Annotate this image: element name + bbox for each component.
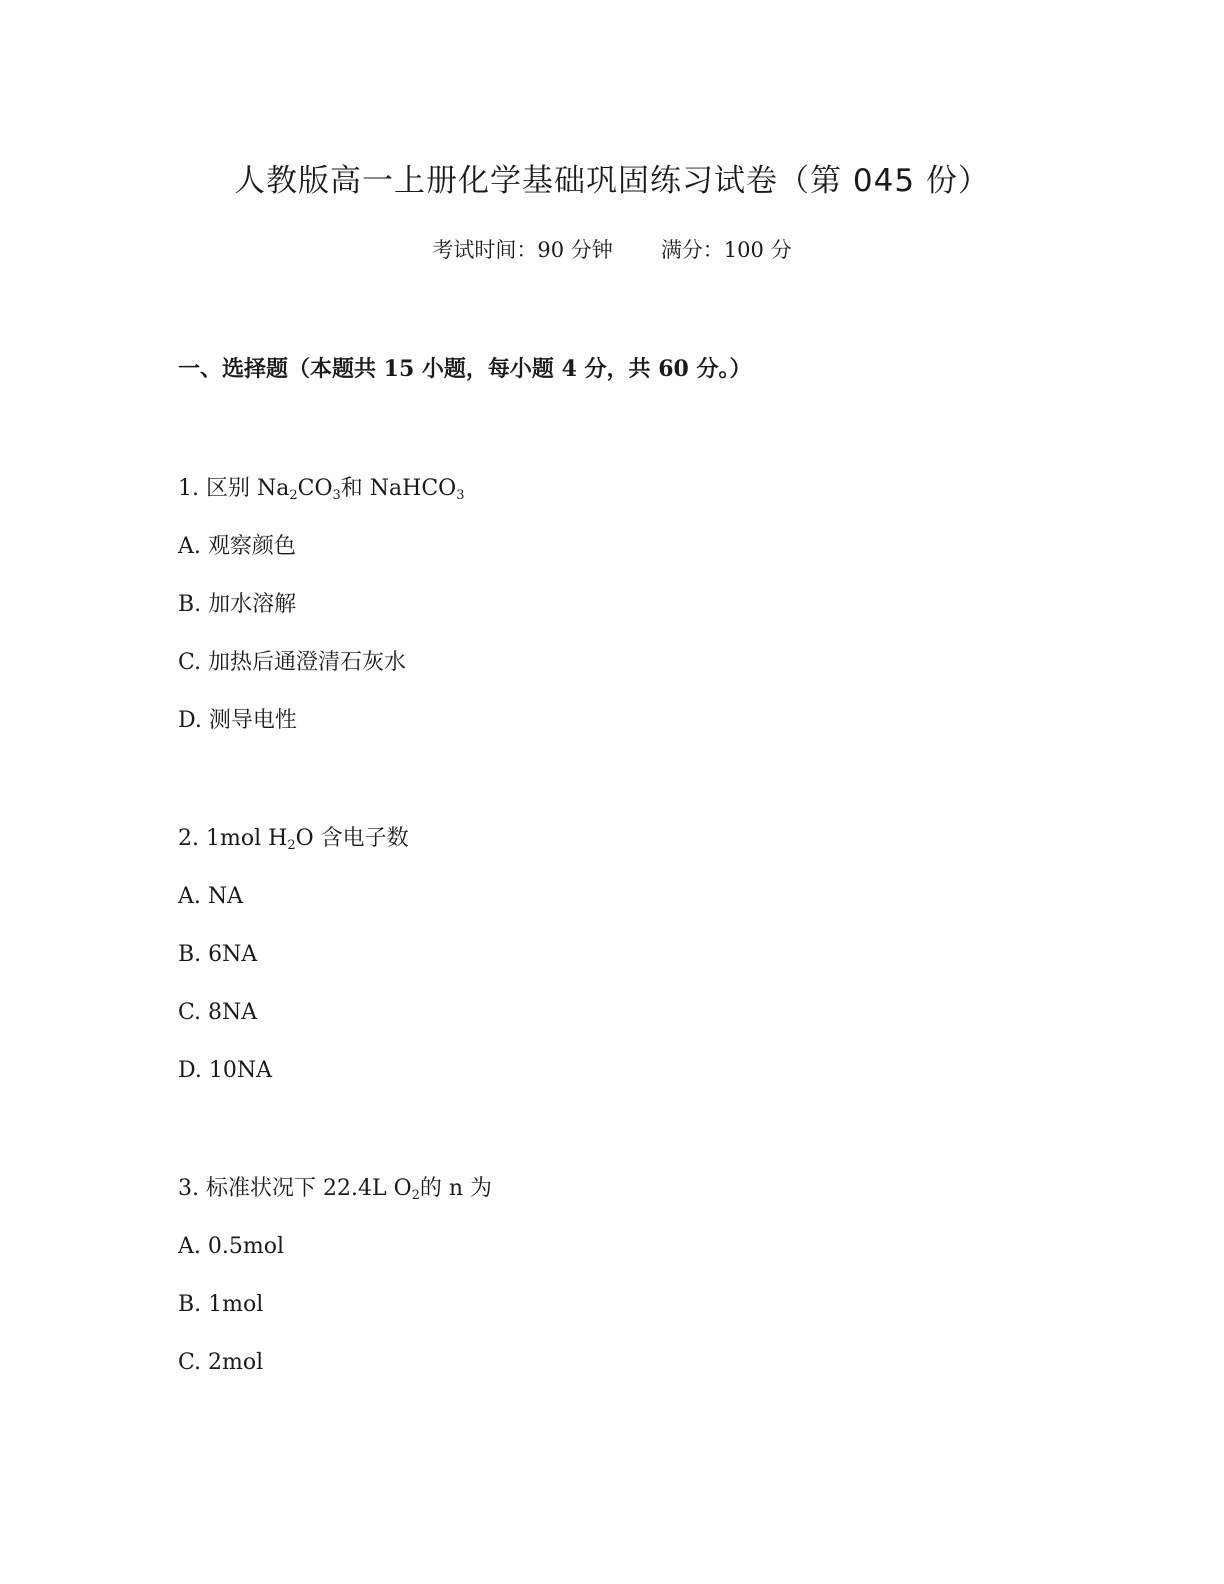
q1-subscript-3: 3: [456, 488, 465, 503]
q1-option-c[interactable]: C. 加热后通澄清石灰水: [178, 650, 407, 675]
q3-option-b[interactable]: B. 1mol: [178, 1292, 264, 1317]
q2-option-b[interactable]: B. 6NA: [178, 942, 258, 967]
q1-subscript-1: 2: [289, 488, 298, 503]
q1-stem-text-3: 和 NaHCO: [340, 476, 457, 501]
question-3-stem: [178, 1172, 492, 1206]
q2-stem-text-2: O 含电子数: [295, 826, 409, 851]
q1-subscript-2: 3: [332, 488, 341, 503]
question-2-stem: [178, 822, 409, 856]
q1-option-b[interactable]: B. 加水溶解: [178, 592, 297, 617]
question-1-stem: [178, 472, 464, 506]
exam-info: [0, 234, 1224, 266]
q3-stem-text: 3. 标准状况下 22.4L O: [178, 1176, 412, 1201]
exam-title: 人教版高一上册化学基础巩固练习试卷（第 045 份）: [234, 163, 990, 199]
q3-stem-text-2: 的 n 为: [419, 1176, 493, 1201]
exam-score: 满分：100 分: [660, 238, 792, 262]
section-heading: 一、选择题（本题共 15 小题，每小题 4 分，共 60 分。）: [178, 356, 752, 382]
q2-stem-text: 2. 1mol H: [178, 826, 288, 851]
q3-subscript-1: 2: [411, 1188, 420, 1203]
q2-option-c[interactable]: C. 8NA: [178, 1000, 258, 1025]
q2-option-d[interactable]: D. 10NA: [178, 1058, 272, 1083]
q1-option-d[interactable]: D. 测导电性: [178, 708, 297, 733]
q1-stem-text: 1. 区别 Na: [178, 476, 290, 501]
q2-subscript-1: 2: [287, 838, 296, 853]
q1-option-a[interactable]: A. 观察颜色: [178, 534, 296, 559]
q3-option-a[interactable]: A. 0.5mol: [178, 1234, 285, 1259]
q2-option-a[interactable]: A. NA: [178, 884, 244, 909]
q3-option-c[interactable]: C. 2mol: [178, 1350, 264, 1375]
q1-stem-text-2: CO: [297, 476, 333, 501]
exam-time: 考试时间：90 分钟: [432, 238, 613, 262]
